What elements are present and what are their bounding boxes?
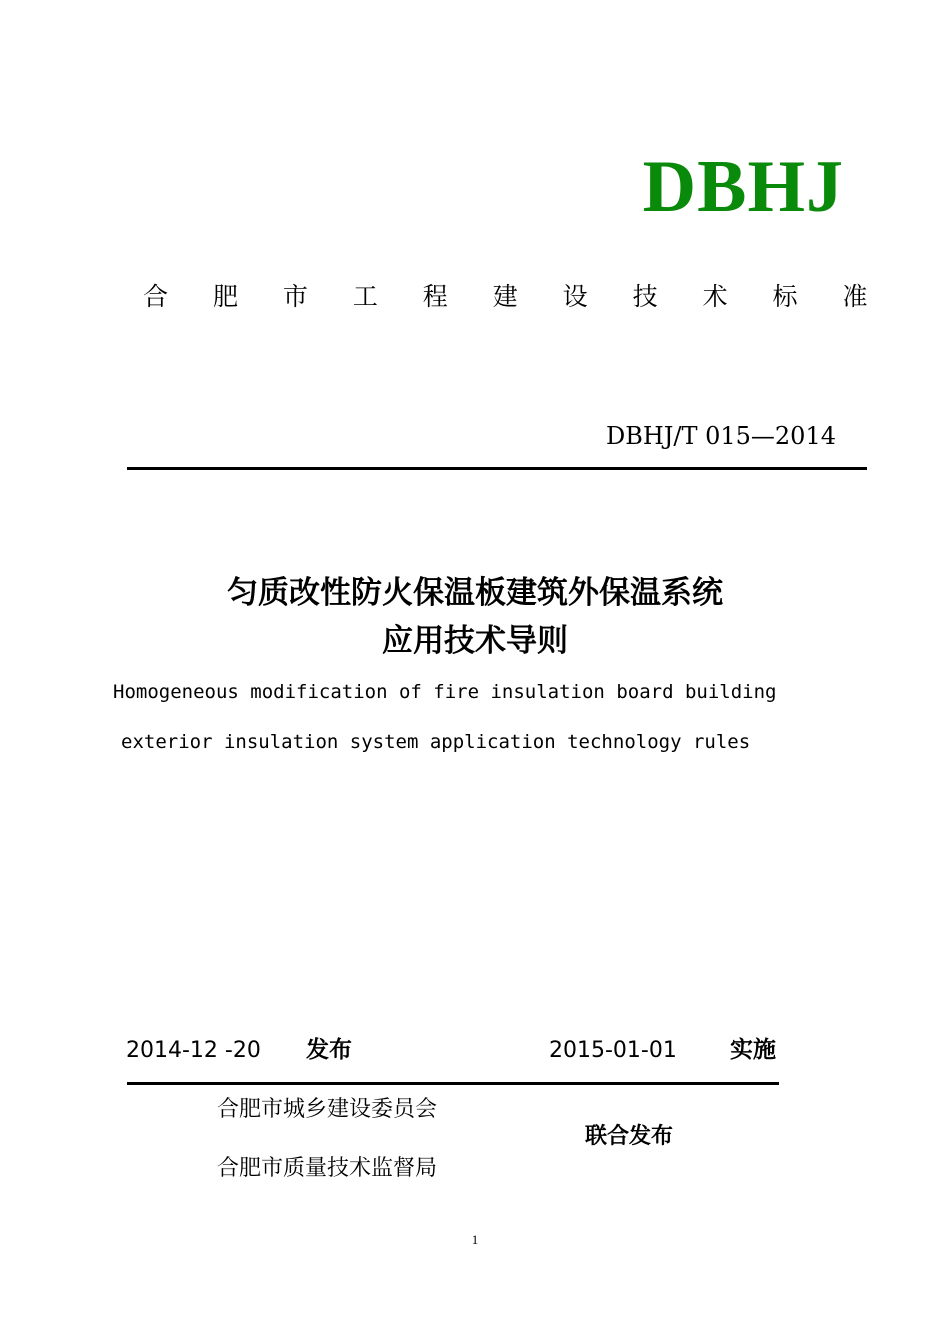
publisher-quality-bureau: 合肥市质量技术监督局 xyxy=(217,1156,438,1181)
joint-publish-label: 联合发布 xyxy=(585,1124,674,1149)
page-number: 1 xyxy=(471,1232,479,1247)
title-cn-line1: 匀质改性防火保温板建筑外保温系统 xyxy=(227,575,723,611)
title-cn-line2: 应用技术导则 xyxy=(382,623,568,659)
title-en-line1: Homogeneous modification of fire insulation board building xyxy=(113,681,777,703)
issue-date: 2014-12 -20 xyxy=(126,1038,261,1063)
title-en-line2: exterior insulation system application technology rules xyxy=(121,731,751,753)
bottom-divider xyxy=(127,1082,779,1085)
implement-label: 实施 xyxy=(730,1037,776,1063)
issue-label: 发布 xyxy=(306,1037,352,1063)
logo: DBHJ xyxy=(642,146,844,228)
standard-code: DBHJ/T 015—2014 xyxy=(605,422,836,450)
publisher-construction-committee: 合肥市城乡建设委员会 xyxy=(217,1097,438,1122)
implement-date: 2015-01-01 xyxy=(549,1038,677,1063)
standard-category: 合 肥 市 工 程 建 设 技 术 标 准 xyxy=(143,282,886,311)
top-divider xyxy=(127,467,867,470)
